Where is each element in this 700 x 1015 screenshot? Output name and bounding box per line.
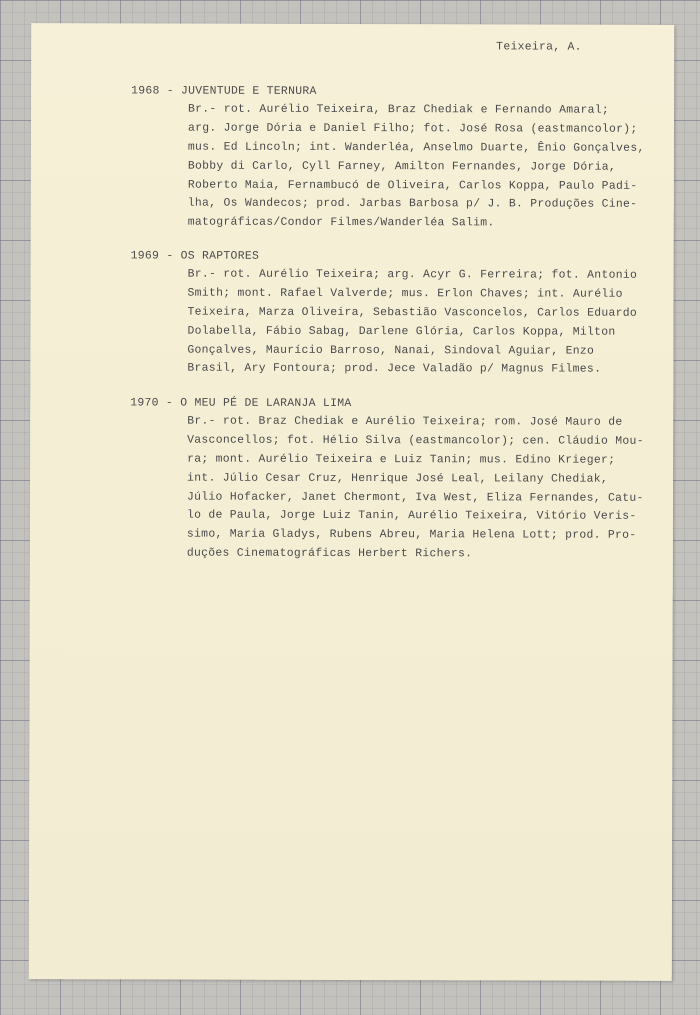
credit-line: Júlio Hofacker, Janet Chermont, Iva West, Eliza Fernandes, Catu- (186, 491, 644, 505)
credit-line: Roberto Maia, Fernambucó de Oliveira, Carlos Koppa, Paulo Padi- (187, 179, 638, 193)
entry-title-line: 1968 - JUVENTUDE E TERNURA (131, 85, 317, 98)
entry-credits (187, 266, 670, 381)
page-header: Teixeira, A. (496, 41, 582, 54)
credit-line: Teixeira, Marza Oliveira, Sebastião Vasconcelos, Carlos Eduardo (187, 306, 638, 320)
filmography-entry-1970 (130, 394, 670, 565)
credit-line: Brasil, Ary Fontoura; prod. Jece Valadão p/ Magnus Filmes. (187, 363, 602, 377)
entry-year: 1968 (131, 85, 160, 98)
credit-line: Gonçalves, Maurício Barroso, Nanai, Sindoval Aguiar, Enzo (187, 344, 595, 358)
entry-title-line: 1970 - O MEU PÉ DE LARANJA LIMA (130, 397, 352, 410)
credit-line: arg. Jorge Dória e Daniel Filho; fot. José Rosa (eastmancolor); (187, 122, 638, 136)
credit-line: Br.- rot. Aurélio Teixeira; arg. Acyr G. Ferreira; fot. Antonio (187, 268, 638, 282)
credit-line: ra; mont. Aurélio Teixeira e Luiz Tanin; mus. Edino Krieger; (187, 453, 616, 467)
entry-title: JUVENTUDE E TERNURA (181, 85, 317, 98)
credit-line: duções Cinematográficas Herbert Richers. (186, 547, 473, 561)
credit-line: Dolabella, Fábio Sabag, Darlene Glória, Carlos Koppa, Milton (187, 325, 616, 339)
credit-line: matográficas/Condor Filmes/Wanderléa Salim. (187, 216, 495, 230)
credit-line: Br.- rot. Aurélio Teixeira, Braz Chediak e Fernando Amaral; (188, 103, 610, 117)
credit-line: Bobby di Carlo, Cyll Farney, Amilton Fernandes, Jorge Dória, (187, 160, 617, 174)
credit-line: lo de Paula, Jorge Luiz Tanin, Aurélio Teixeira, Vitório Veris- (186, 510, 637, 524)
credit-line: lha, Os Wandecos; prod. Jarbas Barbosa p/ J. B. Produções Cine- (187, 198, 638, 212)
entry-title: O MEU PÉ DE LARANJA LIMA (180, 397, 352, 410)
entry-year: 1969 (130, 250, 160, 263)
filmography-entry-1969 (130, 247, 670, 380)
credit-line: mus. Ed Lincoln; int. Wanderléa, Anselmo Duarte, Ênio Gonçalves, (187, 141, 645, 155)
credit-line: Br.- rot. Braz Chediak e Aurélio Teixeira; rom. José Mauro de (187, 415, 623, 429)
typewritten-sheet (29, 23, 675, 981)
credit-line: int. Júlio Cesar Cruz, Henrique José Leal, Leilany Chediak, (187, 472, 609, 486)
credit-line: Vasconcellos; fot. Hélio Silva (eastmancolor); cen. Cláudio Mou- (187, 434, 644, 448)
credit-line: simo, Maria Gladys, Rubens Abreu, Maria Helena Lott; prod. Pro- (186, 528, 637, 543)
entry-title: OS RAPTORES (180, 250, 260, 263)
filmography-entry-1968 (131, 82, 671, 234)
entry-credits (187, 413, 670, 565)
entry-year: 1970 (130, 397, 159, 410)
entry-credits (188, 101, 671, 234)
credit-line: Smith; mont. Rafael Valverde; mus. Erlon Chaves; int. Aurélio (187, 287, 623, 301)
entry-title-line: 1969 - OS RAPTORES (130, 250, 260, 263)
